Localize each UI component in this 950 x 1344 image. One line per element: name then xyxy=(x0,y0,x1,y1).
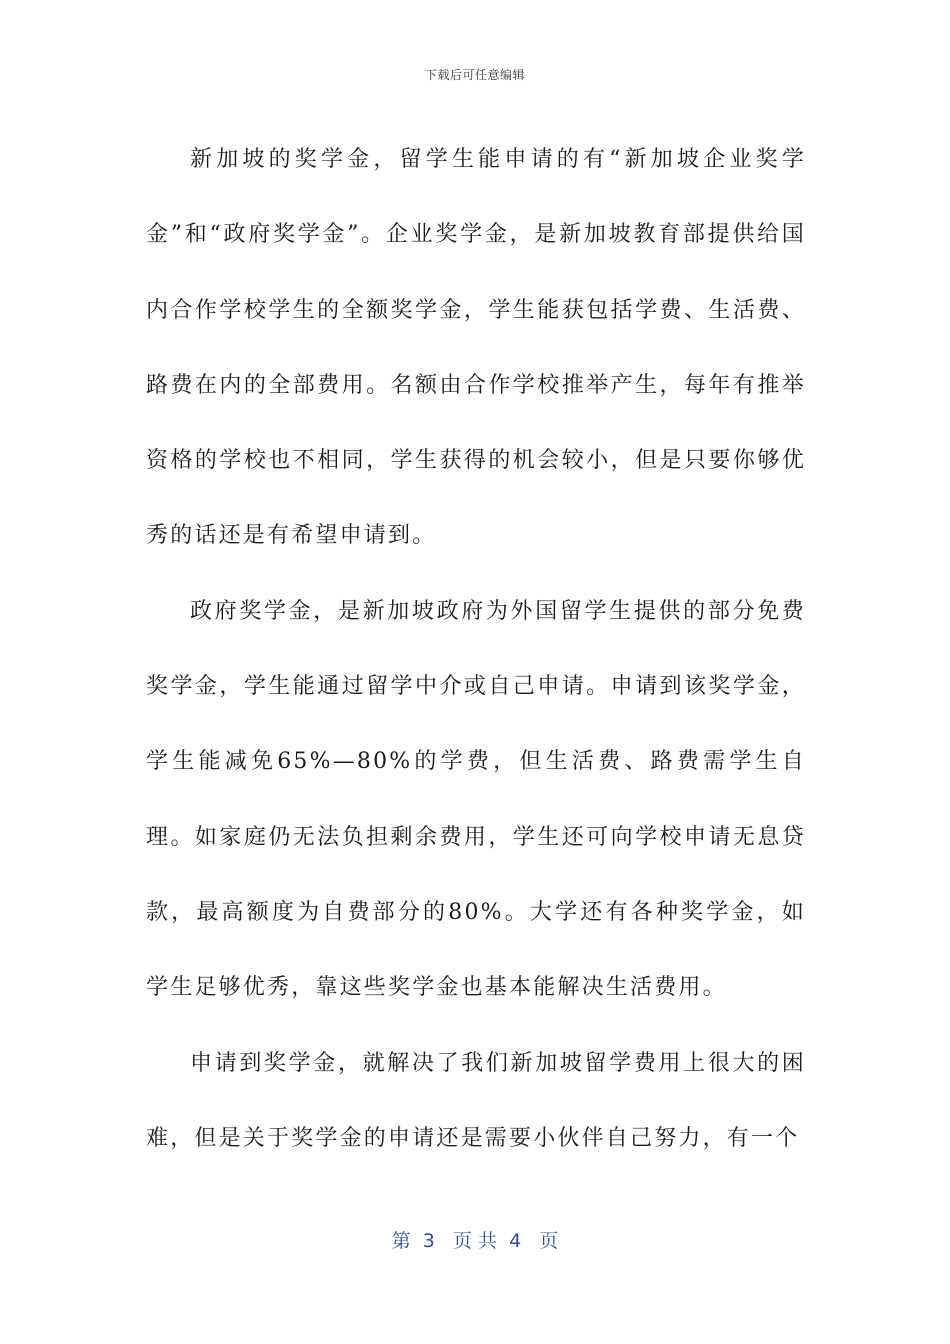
paragraph-3: 申请到奖学金，就解决了我们新加坡留学费用上很大的困难，但是关于奖学金的申请还是需要小伙伴自己努力，有一个 xyxy=(146,1050,806,1151)
page-number-footer: 第 3 页 共 4 页 xyxy=(391,1230,559,1252)
header-note: 下载后可任意编辑 xyxy=(424,68,525,82)
paragraph-2: 政府奖学金，是新加坡政府为外国留学生提供的部分免费奖学金，学生能通过留学中介或自己申请。申请到该奖学金，学生能减免65%—80%的学费，但生活费、路费需学生自理。如家庭仍无法负担剩余费用，学生还可向学校申请无息贷款，最高额度为自费部分的80%。大学还有各种奖学金，如学生足够优秀，靠这些奖学金也基本能解决生活费用。 xyxy=(146,598,806,1001)
document-body xyxy=(146,122,806,1176)
paragraph-1: 新加坡的奖学金，留学生能申请的有“新加坡企业奖学金”和“政府奖学金”。企业奖学金，是新加坡教育部提供给国内合作学校学生的全额奖学金，学生能获包括学费、生活费、路费在内的全部费用。名额由合作学校推举产生，每年有推举资格的学校也不相同，学生获得的机会较小，但是只要你够优秀的话还是有希望申请到。 xyxy=(146,147,806,549)
